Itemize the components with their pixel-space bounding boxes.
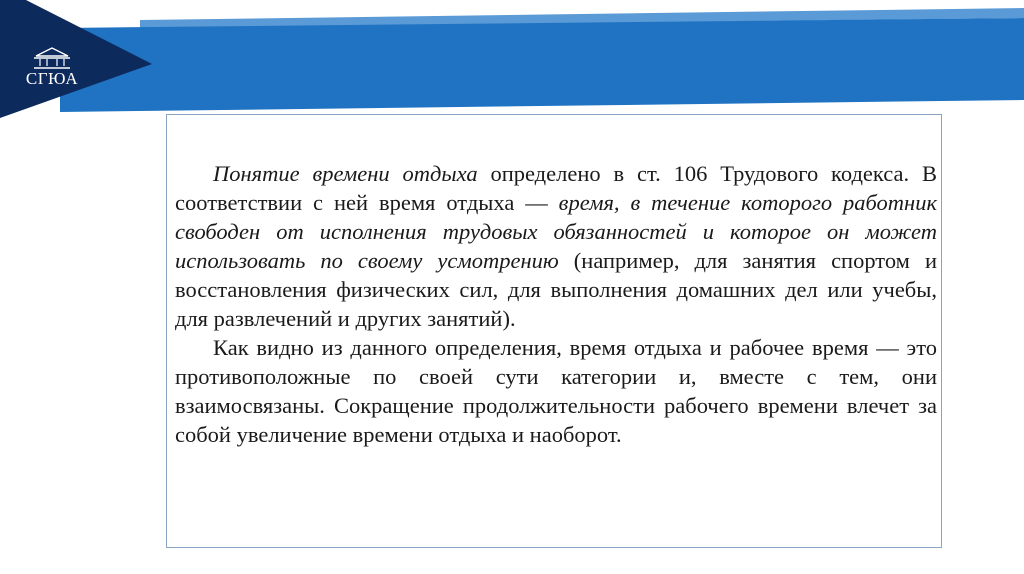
- content-box: [166, 114, 942, 548]
- term-italic: Понятие времени отдыха: [213, 161, 478, 186]
- definition-italic: время, в течение которого работник свободен от исполнения трудовых обязанностей и которое он может использовать по своему усмотрению: [175, 190, 937, 273]
- paragraph-1-text-2: (например, для занятия спортом и восстановления физических сил, для выполнения домашних дел или учебы, для развлечений и других занятий).: [175, 248, 937, 331]
- logo-text: СГЮА: [25, 69, 79, 88]
- logo: [14, 44, 90, 94]
- header-blue-band: [60, 18, 1024, 112]
- header-shapes: [0, 0, 1024, 120]
- body-text: [175, 159, 937, 449]
- header-banner: [0, 0, 1024, 120]
- paragraph-2: Как видно из данного определения, время отдыха и рабочее время — это противоположные по своей сути категории и, вместе с тем, они взаимосвязаны. Сокращение продолжительности рабочего времени влечет за собой увеличение времени отдыха и наоборот.: [175, 335, 937, 447]
- building-icon: [14, 44, 90, 72]
- paragraph-1: [175, 159, 937, 333]
- paragraph-1-text-1: определено в ст. 106 Трудового кодекса. В соответствии с ней время отдыха —: [175, 161, 937, 215]
